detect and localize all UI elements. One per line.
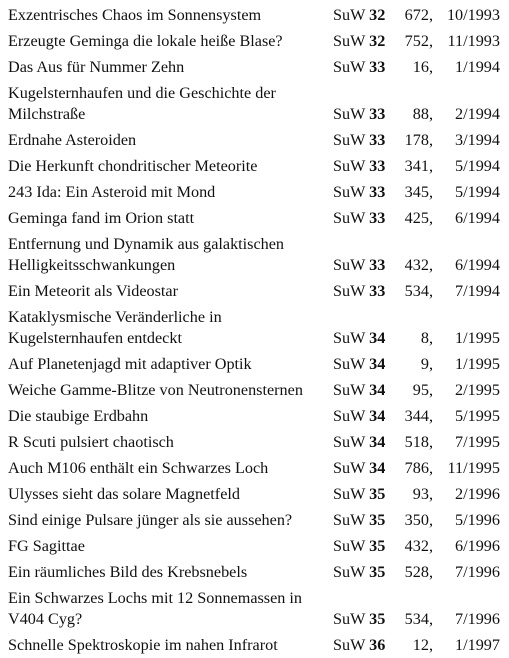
entry-page: 534, <box>404 610 433 628</box>
entry-volume: 32 <box>369 6 386 24</box>
entry-title: Ulysses sieht das solare Magnetfeld <box>8 484 240 503</box>
entry-date: 1/1995 <box>455 329 500 347</box>
entry-source <box>333 507 393 533</box>
entry-title: Auf Planetenjagd mit adaptiver Optik <box>8 354 252 373</box>
entry-source <box>333 252 393 278</box>
entry-journal: SuW <box>333 433 366 451</box>
list-item <box>0 455 509 481</box>
entry-source <box>333 54 393 80</box>
list-item <box>0 179 509 205</box>
entry-date: 11/1993 <box>447 32 500 50</box>
entry-source <box>333 153 393 179</box>
entry-page: 786, <box>404 459 433 477</box>
entry-page: 12, <box>412 636 433 654</box>
entry-volume: 35 <box>369 563 386 581</box>
entry-title: 243 Ida: Ein Asteroid mit Mond <box>8 182 216 201</box>
entry-volume: 33 <box>369 282 386 300</box>
entry-volume: 36 <box>369 636 386 654</box>
entry-title: Entfernung und Dynamik aus galaktischen Helligkeitsschwankungen <box>8 234 285 274</box>
entry-source <box>333 28 393 54</box>
entry-journal: SuW <box>333 537 366 555</box>
entry-volume: 34 <box>369 355 386 373</box>
entry-title: Ein Schwarzes Lochs mit 12 Sonnemassen in V404 Cyg? <box>8 588 303 628</box>
entry-source <box>333 101 393 127</box>
list-item <box>0 351 509 377</box>
list-item <box>0 231 509 278</box>
entry-volume: 34 <box>369 433 386 451</box>
entry-journal: SuW <box>333 105 366 123</box>
entry-date: 5/1995 <box>455 407 500 425</box>
list-item <box>0 585 509 632</box>
entry-page: 8, <box>420 329 433 347</box>
entry-page: 534, <box>404 282 433 300</box>
entry-source <box>333 632 393 658</box>
entry-page: 752, <box>404 32 433 50</box>
entry-source <box>333 606 393 632</box>
entry-date: 5/1994 <box>455 183 500 201</box>
list-item <box>0 481 509 507</box>
entry-journal: SuW <box>333 563 366 581</box>
entry-date: 2/1994 <box>455 105 500 123</box>
entry-source <box>333 179 393 205</box>
list-item <box>0 507 509 533</box>
entry-source <box>333 403 393 429</box>
entry-title: Geminga fand im Orion statt <box>8 208 195 227</box>
entry-journal: SuW <box>333 209 366 227</box>
entry-volume: 34 <box>369 407 386 425</box>
entry-volume: 32 <box>369 32 386 50</box>
entry-journal: SuW <box>333 6 366 24</box>
entry-source <box>333 377 393 403</box>
entry-source <box>333 2 393 28</box>
entry-page: 432, <box>404 256 433 274</box>
list-item <box>0 28 509 54</box>
entry-volume: 35 <box>369 610 386 628</box>
entry-volume: 35 <box>369 485 386 503</box>
entry-source <box>333 278 393 304</box>
entry-title: Die staubige Erdbahn <box>8 406 149 425</box>
entry-date: 1/1997 <box>455 636 500 654</box>
entry-date: 2/1995 <box>455 381 500 399</box>
entry-source <box>333 455 393 481</box>
list-item <box>0 205 509 231</box>
entry-journal: SuW <box>333 256 366 274</box>
entry-journal: SuW <box>333 355 366 373</box>
entry-title: Das Aus für Nummer Zehn <box>8 57 185 76</box>
entry-volume: 33 <box>369 183 386 201</box>
entry-title: Exzentrisches Chaos im Sonnensystem <box>8 5 262 24</box>
entry-date: 6/1994 <box>455 209 500 227</box>
entry-date: 11/1995 <box>447 459 500 477</box>
entry-source <box>333 205 393 231</box>
entry-journal: SuW <box>333 329 366 347</box>
entry-date: 3/1994 <box>455 131 500 149</box>
entry-volume: 33 <box>369 256 386 274</box>
entry-source <box>333 559 393 585</box>
entry-journal: SuW <box>333 157 366 175</box>
entry-source <box>333 351 393 377</box>
list-item <box>0 403 509 429</box>
entry-title: Weiche Gamme-Blitze von Neutronensternen <box>8 380 303 399</box>
entry-journal: SuW <box>333 485 366 503</box>
entry-journal: SuW <box>333 610 366 628</box>
entry-journal: SuW <box>333 407 366 425</box>
entry-volume: 34 <box>369 329 386 347</box>
entry-page: 528, <box>404 563 433 581</box>
entry-date: 6/1994 <box>455 256 500 274</box>
entry-journal: SuW <box>333 32 366 50</box>
entry-date: 7/1995 <box>455 433 500 451</box>
list-item <box>0 632 509 658</box>
entry-page: 350, <box>404 511 433 529</box>
entry-date: 7/1996 <box>455 563 500 581</box>
list-item <box>0 304 509 351</box>
entry-volume: 35 <box>369 511 386 529</box>
entry-volume: 34 <box>369 459 386 477</box>
entry-source <box>333 325 393 351</box>
entry-page: 9, <box>420 355 433 373</box>
entry-page: 344, <box>404 407 433 425</box>
entry-page: 432, <box>404 537 433 555</box>
entry-date: 6/1996 <box>455 537 500 555</box>
entry-title: Erdnahe Asteroiden <box>8 130 137 149</box>
entry-date: 10/1993 <box>446 6 500 24</box>
entry-journal: SuW <box>333 636 366 654</box>
entry-date: 1/1994 <box>455 58 500 76</box>
entry-date: 7/1996 <box>455 610 500 628</box>
entry-title: R Scuti pulsiert chaotisch <box>8 432 174 451</box>
entry-page: 16, <box>412 58 433 76</box>
entry-title: FG Sagittae <box>8 536 85 555</box>
entry-title: Die Herkunft chondritischer Meteorite <box>8 156 258 175</box>
entry-page: 425, <box>404 209 433 227</box>
entry-title: Auch M106 enthält ein Schwarzes Loch <box>8 458 269 477</box>
entry-volume: 35 <box>369 537 386 555</box>
entry-journal: SuW <box>333 183 366 201</box>
list-item <box>0 377 509 403</box>
entry-page: 345, <box>404 183 433 201</box>
entry-volume: 33 <box>369 209 386 227</box>
entry-page: 672, <box>404 6 433 24</box>
entry-title: Ein Meteorit als Videostar <box>8 281 179 300</box>
entry-page: 93, <box>412 485 433 503</box>
list-item <box>0 127 509 153</box>
entry-title: Ein räumliches Bild des Krebsnebels <box>8 562 248 581</box>
entry-page: 88, <box>412 105 433 123</box>
entry-title: Kugelsternhaufen und die Geschichte der Milchstraße <box>8 83 276 123</box>
list-item <box>0 80 509 127</box>
list-item <box>0 533 509 559</box>
entry-date: 1/1995 <box>455 355 500 373</box>
entry-volume: 33 <box>369 105 386 123</box>
entry-page: 341, <box>404 157 433 175</box>
entry-source <box>333 429 393 455</box>
entry-page: 178, <box>404 131 433 149</box>
entry-volume: 33 <box>369 131 386 149</box>
entry-journal: SuW <box>333 282 366 300</box>
entry-date: 2/1996 <box>455 485 500 503</box>
list-item <box>0 54 509 80</box>
entry-journal: SuW <box>333 459 366 477</box>
entry-volume: 33 <box>369 58 386 76</box>
entry-date: 7/1994 <box>455 282 500 300</box>
entry-journal: SuW <box>333 381 366 399</box>
entry-page: 95, <box>412 381 433 399</box>
entry-date: 5/1994 <box>455 157 500 175</box>
list-item <box>0 559 509 585</box>
list-item <box>0 278 509 304</box>
entry-volume: 33 <box>369 157 386 175</box>
list-item <box>0 429 509 455</box>
entry-journal: SuW <box>333 511 366 529</box>
entry-title: Schnelle Spektroskopie im nahen Infrarot <box>8 635 278 654</box>
entry-journal: SuW <box>333 58 366 76</box>
entry-source <box>333 481 393 507</box>
entry-volume: 34 <box>369 381 386 399</box>
entry-source <box>333 127 393 153</box>
entry-title: Kataklysmische Veränderliche in Kugelsternhaufen entdeckt <box>8 307 222 347</box>
entry-date: 5/1996 <box>455 511 500 529</box>
list-item <box>0 2 509 28</box>
entry-title: Sind einige Pulsare jünger als sie aussehen? <box>8 510 293 529</box>
list-item <box>0 153 509 179</box>
entry-page: 518, <box>404 433 433 451</box>
entry-source <box>333 533 393 559</box>
entry-journal: SuW <box>333 131 366 149</box>
entry-title: Erzeugte Geminga die lokale heiße Blase? <box>8 31 283 50</box>
